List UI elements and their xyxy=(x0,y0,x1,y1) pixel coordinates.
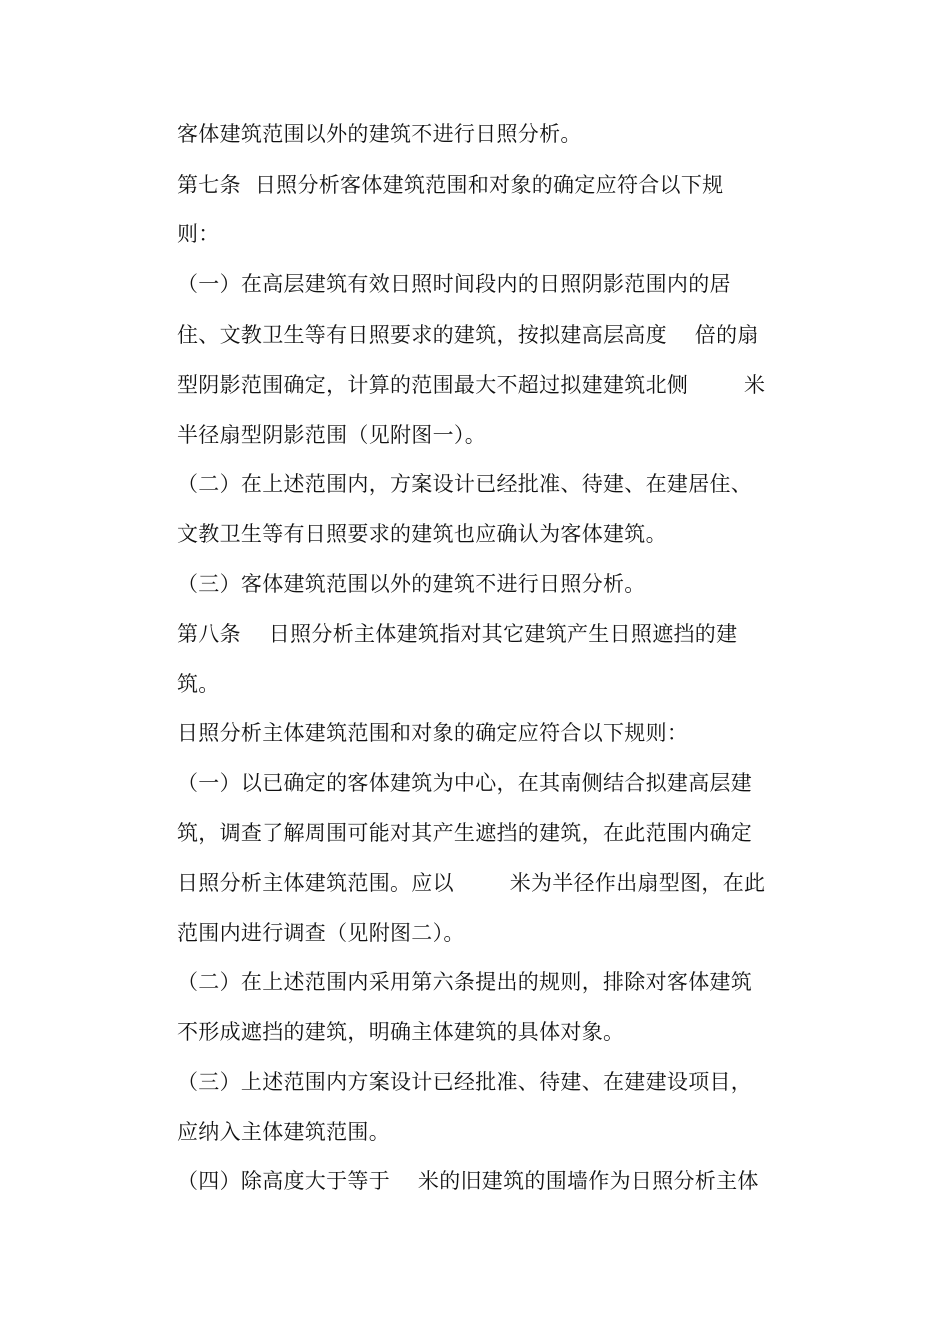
text-line: 住、文教卫生等有日照要求的建筑，按拟建高层高度 倍的扇 xyxy=(177,323,759,347)
text-line: （二）在上述范围内采用第六条提出的规则，排除对客体建筑 xyxy=(177,970,753,994)
text-line: （三）客体建筑范围以外的建筑不进行日照分析。 xyxy=(177,572,646,596)
text-line: （四）除高度大于等于 米的旧建筑的围墙作为日照分析主体 xyxy=(177,1169,759,1193)
text-line: （一）以已确定的客体建筑为中心，在其南侧结合拟建高层建 xyxy=(177,771,753,795)
text-line: 日照分析主体建筑范围和对象的确定应符合以下规则： xyxy=(177,721,689,745)
text-line: 半径扇型阴影范围（见附图一）。 xyxy=(177,423,486,447)
text-line: （二）在上述范围内，方案设计已经批准、待建、在建居住、 xyxy=(177,472,753,496)
text-line: 筑。 xyxy=(177,672,220,696)
text-line: （三）上述范围内方案设计已经批准、待建、在建建设项目， xyxy=(177,1070,753,1094)
text-line: 范围内进行调查（见附图二）。 xyxy=(177,921,465,945)
text-line: 客体建筑范围以外的建筑不进行日照分析。 xyxy=(177,122,582,146)
text-line: 日照分析主体建筑范围。应以 米为半径作出扇型图，在此 xyxy=(177,871,766,895)
text-line: 筑，调查了解周围可能对其产生遮挡的建筑，在此范围内确定 xyxy=(177,821,753,845)
text-line: 应纳入主体建筑范围。 xyxy=(177,1120,390,1144)
text-line: 不形成遮挡的建筑，明确主体建筑的具体对象。 xyxy=(177,1020,625,1044)
text-line: 文教卫生等有日照要求的建筑也应确认为客体建筑。 xyxy=(177,522,667,546)
text-line: （一）在高层建筑有效日照时间段内的日照阴影范围内的居 xyxy=(177,272,731,296)
text-line: 第七条 日照分析客体建筑范围和对象的确定应符合以下规 xyxy=(177,173,724,197)
text-line: 型阴影范围确定，计算的范围最大不超过拟建建筑北侧 米 xyxy=(177,373,766,397)
text-line: 则： xyxy=(177,222,220,246)
text-line: 第八条 日照分析主体建筑指对其它建筑产生日照遮挡的建 xyxy=(177,622,738,646)
